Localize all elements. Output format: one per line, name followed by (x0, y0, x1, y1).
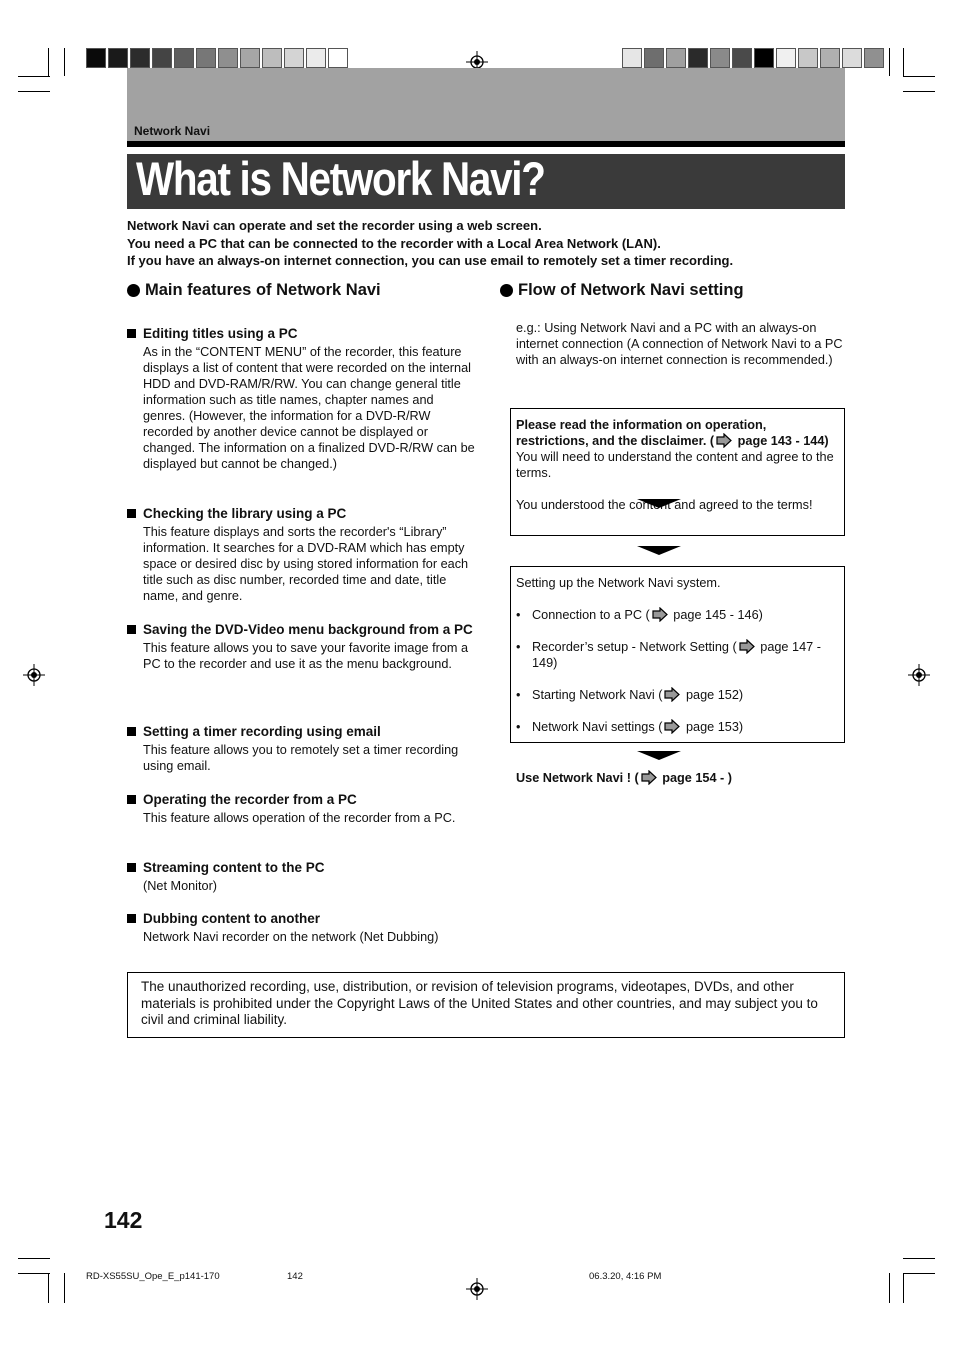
crop-mark (903, 1258, 935, 1259)
crop-mark (18, 76, 50, 77)
color-swatch (196, 48, 216, 68)
color-swatch (688, 48, 708, 68)
crop-mark (903, 48, 904, 76)
color-swatch (842, 48, 862, 68)
flow-bullet: • Connection to a PC ( page 145 - 146) (516, 608, 763, 622)
crop-mark (18, 1273, 50, 1274)
color-swatch (174, 48, 194, 68)
flow-down-arrow-icon (637, 499, 681, 508)
page-arrow-icon (664, 687, 680, 702)
page-arrow-icon (664, 719, 680, 734)
color-bar-right (622, 48, 886, 68)
color-swatch (284, 48, 304, 68)
bullet-dot-icon (500, 284, 513, 297)
feature-title: Dubbing content to another (143, 911, 320, 926)
color-swatch (644, 48, 664, 68)
crop-mark (18, 1258, 50, 1259)
square-bullet-icon (127, 914, 136, 923)
color-swatch (710, 48, 730, 68)
feature-body: As in the “CONTENT MENU” of the recorder, this feature displays a list of content that were recorded on the internal HDD and DVD-RAM/R/RW. You can change general title information such as title names, chapter names and genres. (However, the information for a DVD-R/RW recorded by another device cannot be displayed or changed. The information on a finalized DVD-R/RW can be displayed but cannot be changed.) (143, 345, 475, 471)
flow-bullet: • Recorder’s setup - Network Setting ( page 147 - 149) (516, 640, 821, 670)
flow-final: Use Network Navi ! ( page 154 - ) (516, 771, 733, 785)
crop-mark (48, 1273, 49, 1303)
bullet-dot-icon (127, 284, 140, 297)
flow-step-box (510, 566, 845, 743)
crop-mark (18, 91, 50, 92)
registration-mark-icon (908, 664, 930, 686)
color-swatch (218, 48, 238, 68)
flow-step-notice: Please read the information on operation, restrictions, and the disclaimer. ( page 143 - 144) (516, 418, 829, 448)
color-swatch (152, 48, 172, 68)
crop-mark (903, 91, 935, 92)
square-bullet-icon (127, 329, 136, 338)
color-swatch (328, 48, 348, 68)
color-swatch (820, 48, 840, 68)
feature-title: Checking the library using a PC (143, 506, 347, 521)
flow-bullet: • Network Navi settings ( page 153) (516, 720, 744, 734)
feature-item (127, 621, 477, 672)
color-swatch (666, 48, 686, 68)
header-rule (127, 141, 845, 147)
color-swatch (130, 48, 150, 68)
feature-item (127, 505, 477, 604)
features-heading: Main features of Network Navi (127, 281, 381, 300)
page-number: 142 (104, 1207, 143, 1233)
flow-step-lead: Setting up the Network Navi system. (516, 576, 721, 590)
page-arrow-icon (641, 770, 657, 785)
feature-title: Streaming content to the PC (143, 860, 325, 875)
flow-heading: Flow of Network Navi setting (500, 281, 744, 300)
print-footer-date: 06.3.20, 4:16 PM (589, 1271, 662, 1282)
crop-mark (903, 76, 935, 77)
color-swatch (776, 48, 796, 68)
feature-title: Editing titles using a PC (143, 326, 298, 341)
color-swatch (240, 48, 260, 68)
color-swatch (622, 48, 642, 68)
flow-example: e.g.: Using Network Navi and a PC with an always-on internet connection (A connection of Network Navi to a PC with an always-on internet connection is recommended.) (516, 321, 843, 367)
color-bar-left (86, 48, 350, 68)
flow-bullet: • Starting Network Navi ( page 152) (516, 688, 744, 702)
page-arrow-icon (739, 639, 755, 654)
crop-mark (48, 48, 49, 76)
feature-body: Network Navi recorder on the network (Net Dubbing) (143, 930, 439, 944)
square-bullet-icon (127, 509, 136, 518)
flow-down-arrow-icon (637, 751, 681, 760)
intro-line: If you have an always-on internet connection, you can use email to remotely set a timer recording. (127, 253, 734, 268)
square-bullet-icon (127, 863, 136, 872)
header-band (127, 68, 845, 142)
crop-mark (64, 1273, 65, 1303)
flow-step-text: You understood the content and agreed to the terms! (516, 498, 813, 512)
feature-title: Setting a timer recording using email (143, 724, 381, 739)
feature-body: This feature displays and sorts the recorder's “Library” information. It searches for a DVD-RAM which has empty space or desired disc by using stored information for each title such as disc number, recorded time and date, title name, and genre. (143, 525, 469, 603)
color-swatch (86, 48, 106, 68)
print-footer-file: RD-XS55SU_Ope_E_p141-170 (86, 1271, 220, 1282)
intro-line: You need a PC that can be connected to the recorder with a Local Area Network (LAN). (127, 235, 661, 251)
square-bullet-icon (127, 625, 136, 634)
feature-body: This feature allows you to remotely set a timer recording using email. (143, 743, 459, 773)
crop-mark (889, 48, 890, 76)
crop-mark (903, 1273, 904, 1303)
intro (127, 217, 847, 270)
registration-mark-icon (23, 664, 45, 686)
color-swatch (732, 48, 752, 68)
crop-mark (64, 48, 65, 76)
square-bullet-icon (127, 727, 136, 736)
flow-step-box (510, 408, 845, 536)
feature-item (127, 325, 477, 472)
color-swatch (262, 48, 282, 68)
color-swatch (864, 48, 884, 68)
registration-mark-icon (466, 1278, 488, 1300)
page-arrow-icon (652, 607, 668, 622)
feature-body: This feature allows operation of the recorder from a PC. (143, 811, 456, 825)
flow-down-arrow-icon (637, 546, 681, 555)
intro-line: Network Navi can operate and set the recorder using a web screen. (127, 218, 542, 233)
feature-item (127, 910, 477, 945)
feature-item (127, 791, 477, 826)
square-bullet-icon (127, 795, 136, 804)
crop-mark (903, 1273, 935, 1274)
flow-step-text: You will need to understand the content and agree to the terms. (516, 450, 834, 480)
feature-body: (Net Monitor) (143, 879, 218, 893)
section-label: Network Navi (134, 124, 211, 138)
page-arrow-icon (716, 433, 732, 448)
color-swatch (306, 48, 326, 68)
print-footer-page: 142 (287, 1271, 303, 1282)
feature-body: This feature allows you to save your favorite image from a PC to the recorder and use it as the menu background. (143, 641, 469, 671)
page-title: What is Network Navi? (136, 152, 545, 205)
color-swatch (108, 48, 128, 68)
feature-item (127, 723, 477, 774)
crop-mark (889, 1273, 890, 1303)
color-swatch (754, 48, 774, 68)
copyright-notice: The unauthorized recording, use, distribution, or revision of television programs, videotapes, DVDs, and other materials is prohibited under the Copyright Laws of the United States and other countries, and may subject you to civil and criminal liability. (127, 972, 845, 1038)
feature-title: Operating the recorder from a PC (143, 792, 357, 807)
feature-item (127, 859, 477, 894)
feature-title: Saving the DVD-Video menu background from a PC (143, 622, 473, 637)
color-swatch (798, 48, 818, 68)
